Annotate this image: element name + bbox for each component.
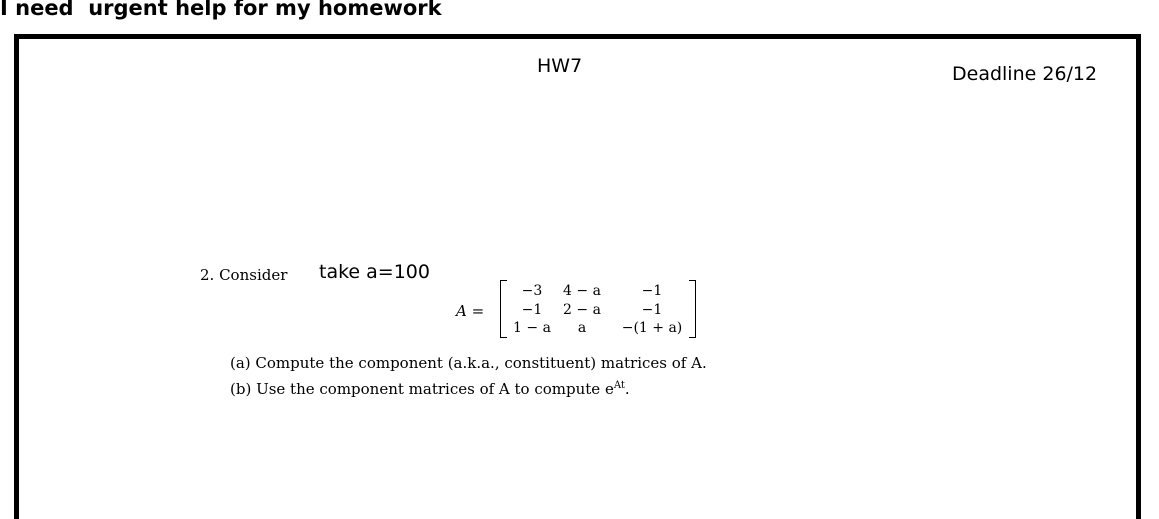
matrix-cell: −(1 + a) [621,320,683,336]
matrix-cell: −1 [521,302,543,318]
part-a-text: (a) Compute the component (a.k.a., constituent) matrices of A. [230,354,707,372]
matrix-name: A [456,302,467,320]
matrix-cell: −1 [641,302,663,318]
part-b-suffix: . [624,380,630,398]
matrix-right-bracket [689,280,696,338]
matrix-cell: 2 − a [563,302,601,318]
post-heading: I need urgent help for my homework [0,0,442,20]
matrix-cell: −3 [521,283,543,299]
part-b-prefix: (b) Use the component matrices of A to compute e [230,380,614,398]
equals-sign: = [471,302,485,320]
part-b-exponent: At [613,380,625,391]
matrix-cell: a [577,320,587,336]
matrix-cell: 4 − a [563,283,601,299]
matrix-cell: −1 [641,283,663,299]
deadline-label: Deadline 26/12 [952,63,1098,85]
parameter-note: take a=100 [319,261,430,283]
matrix-cell: 1 − a [513,320,551,336]
matrix-label [456,302,484,320]
part-b-text [230,380,630,398]
hw-title: HW7 [537,55,583,77]
homework-image-frame [14,34,1141,519]
problem-number: 2. Consider [200,266,288,284]
